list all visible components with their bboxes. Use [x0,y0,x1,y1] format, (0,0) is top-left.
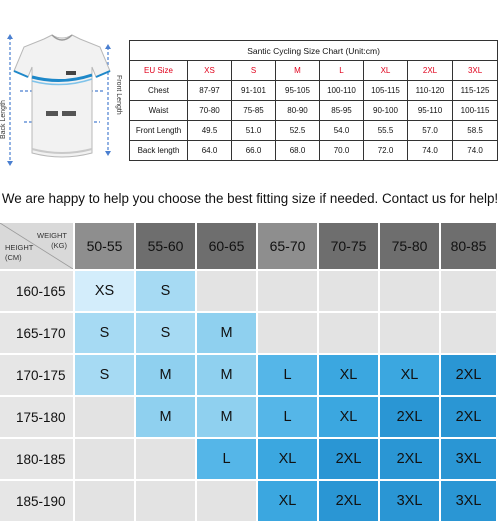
height-row [0,313,500,353]
recommended-size-cell: M [197,397,256,437]
height-axis-label [5,243,33,263]
recommended-size-cell: XL [319,397,378,437]
height-range-label: 170-175 [0,355,73,395]
measurement-value: 55.5 [364,121,408,141]
measurement-value: 58.5 [453,121,498,141]
measurement-value: 70-80 [188,101,232,121]
recommended-size-cell: 2XL [380,397,439,437]
recommended-size-cell: S [75,355,134,395]
measurement-label: Back length [130,141,188,161]
empty-size-cell [319,313,378,353]
height-row [0,271,500,311]
measurement-value: 54.0 [320,121,364,141]
empty-size-cell [380,313,439,353]
measurement-label: Chest [130,81,188,101]
weight-range-header: 60-65 [197,223,256,269]
weight-header-row [0,223,500,269]
size-header-cell: 3XL [453,61,498,81]
height-row [0,439,500,479]
size-header-cell: XS [188,61,232,81]
recommended-size-cell: M [136,397,195,437]
recommended-size-cell: 2XL [380,439,439,479]
height-range-label: 180-185 [0,439,73,479]
measurement-value: 80-90 [276,101,320,121]
recommended-size-cell: S [136,313,195,353]
weight-range-header: 80-85 [441,223,496,269]
help-tagline: We are happy to help you choose the best fitting size if needed. Contact us for help! [1,191,499,206]
height-label: HEIGHT [5,243,34,252]
empty-size-cell [258,271,317,311]
measurement-value: 74.0 [408,141,453,161]
empty-size-cell [75,397,134,437]
recommended-size-cell: L [197,439,256,479]
recommended-size-cell: XL [258,481,317,521]
measurement-value: 57.0 [408,121,453,141]
back-length-label: Back Length [0,100,7,139]
recommended-size-cell: L [258,397,317,437]
empty-size-cell [258,313,317,353]
measurement-value: 64.0 [188,141,232,161]
measurement-value: 100-115 [453,101,498,121]
size-recommendation-grid [0,223,500,523]
height-range-label: 160-165 [0,271,73,311]
size-header-cell: S [232,61,276,81]
grid-corner-cell [0,223,73,269]
weight-range-header: 55-60 [136,223,195,269]
recommended-size-cell: 3XL [380,481,439,521]
height-range-label: 175-180 [0,397,73,437]
measurement-value: 70.0 [320,141,364,161]
measurement-value: 51.0 [232,121,276,141]
measurement-value: 68.0 [276,141,320,161]
size-chart-title: Santic Cycling Size Chart (Unit:cm) [130,41,498,61]
empty-size-cell [319,271,378,311]
recommended-size-cell: 2XL [319,481,378,521]
empty-size-cell [197,271,256,311]
recommended-size-cell: XL [258,439,317,479]
measurement-value: 52.5 [276,121,320,141]
height-row [0,397,500,437]
measurement-value: 66.0 [232,141,276,161]
weight-range-header: 70-75 [319,223,378,269]
recommended-size-cell: 2XL [319,439,378,479]
measurement-value: 100-110 [320,81,364,101]
size-header-cell: L [320,61,364,81]
size-header-cell: XL [364,61,408,81]
empty-size-cell [441,313,496,353]
empty-size-cell [441,271,496,311]
measurement-value: 74.0 [453,141,498,161]
size-chart-header-row [130,61,498,81]
size-header-cell: 2XL [408,61,453,81]
empty-size-cell [75,481,134,521]
measurement-value: 85-95 [320,101,364,121]
size-chart-table [129,40,498,161]
recommended-size-cell: XL [319,355,378,395]
empty-size-cell [197,481,256,521]
measurement-value: 90-100 [364,101,408,121]
recommended-size-cell: L [258,355,317,395]
empty-size-cell [136,481,195,521]
measurement-value: 75-85 [232,101,276,121]
size-header-cell: M [276,61,320,81]
weight-range-header: 65-70 [258,223,317,269]
measurement-value: 115-125 [453,81,498,101]
empty-size-cell [380,271,439,311]
recommended-size-cell: 2XL [441,397,496,437]
measurement-value: 72.0 [364,141,408,161]
size-chart-row [130,81,498,101]
measurement-value: 95-110 [408,101,453,121]
size-chart-row [130,101,498,121]
weight-range-header: 75-80 [380,223,439,269]
measurement-value: 105-115 [364,81,408,101]
recommended-size-cell: XS [75,271,134,311]
height-row [0,481,500,521]
measurement-value: 95-105 [276,81,320,101]
weight-label: WEIGHT [37,231,67,240]
measurement-value: 49.5 [188,121,232,141]
recommended-size-cell: 2XL [441,355,496,395]
measurement-value: 87-97 [188,81,232,101]
weight-range-header: 50-55 [75,223,134,269]
recommended-size-cell: 3XL [441,481,496,521]
measurement-label: Front Length [130,121,188,141]
recommended-size-cell: 3XL [441,439,496,479]
measurement-label: Waist [130,101,188,121]
eu-size-label: EU Size [130,61,188,81]
recommended-size-cell: S [75,313,134,353]
weight-unit: (KG) [51,241,67,250]
empty-size-cell [75,439,134,479]
cycling-jersey-icon [0,25,125,170]
weight-axis-label [37,231,67,251]
front-length-label: Front Length [115,75,122,115]
jersey-illustration [0,25,125,170]
size-chart-row [130,121,498,141]
recommended-size-cell: M [136,355,195,395]
recommended-size-cell: S [136,271,195,311]
height-range-label: 185-190 [0,481,73,521]
height-row [0,355,500,395]
height-range-label: 165-170 [0,313,73,353]
recommended-size-cell: M [197,313,256,353]
size-chart-row [130,141,498,161]
measurement-value: 91-101 [232,81,276,101]
height-unit: (CM) [5,253,22,262]
recommended-size-cell: M [197,355,256,395]
measurement-value: 110-120 [408,81,453,101]
empty-size-cell [136,439,195,479]
recommended-size-cell: XL [380,355,439,395]
size-chart-title-row [130,41,498,61]
